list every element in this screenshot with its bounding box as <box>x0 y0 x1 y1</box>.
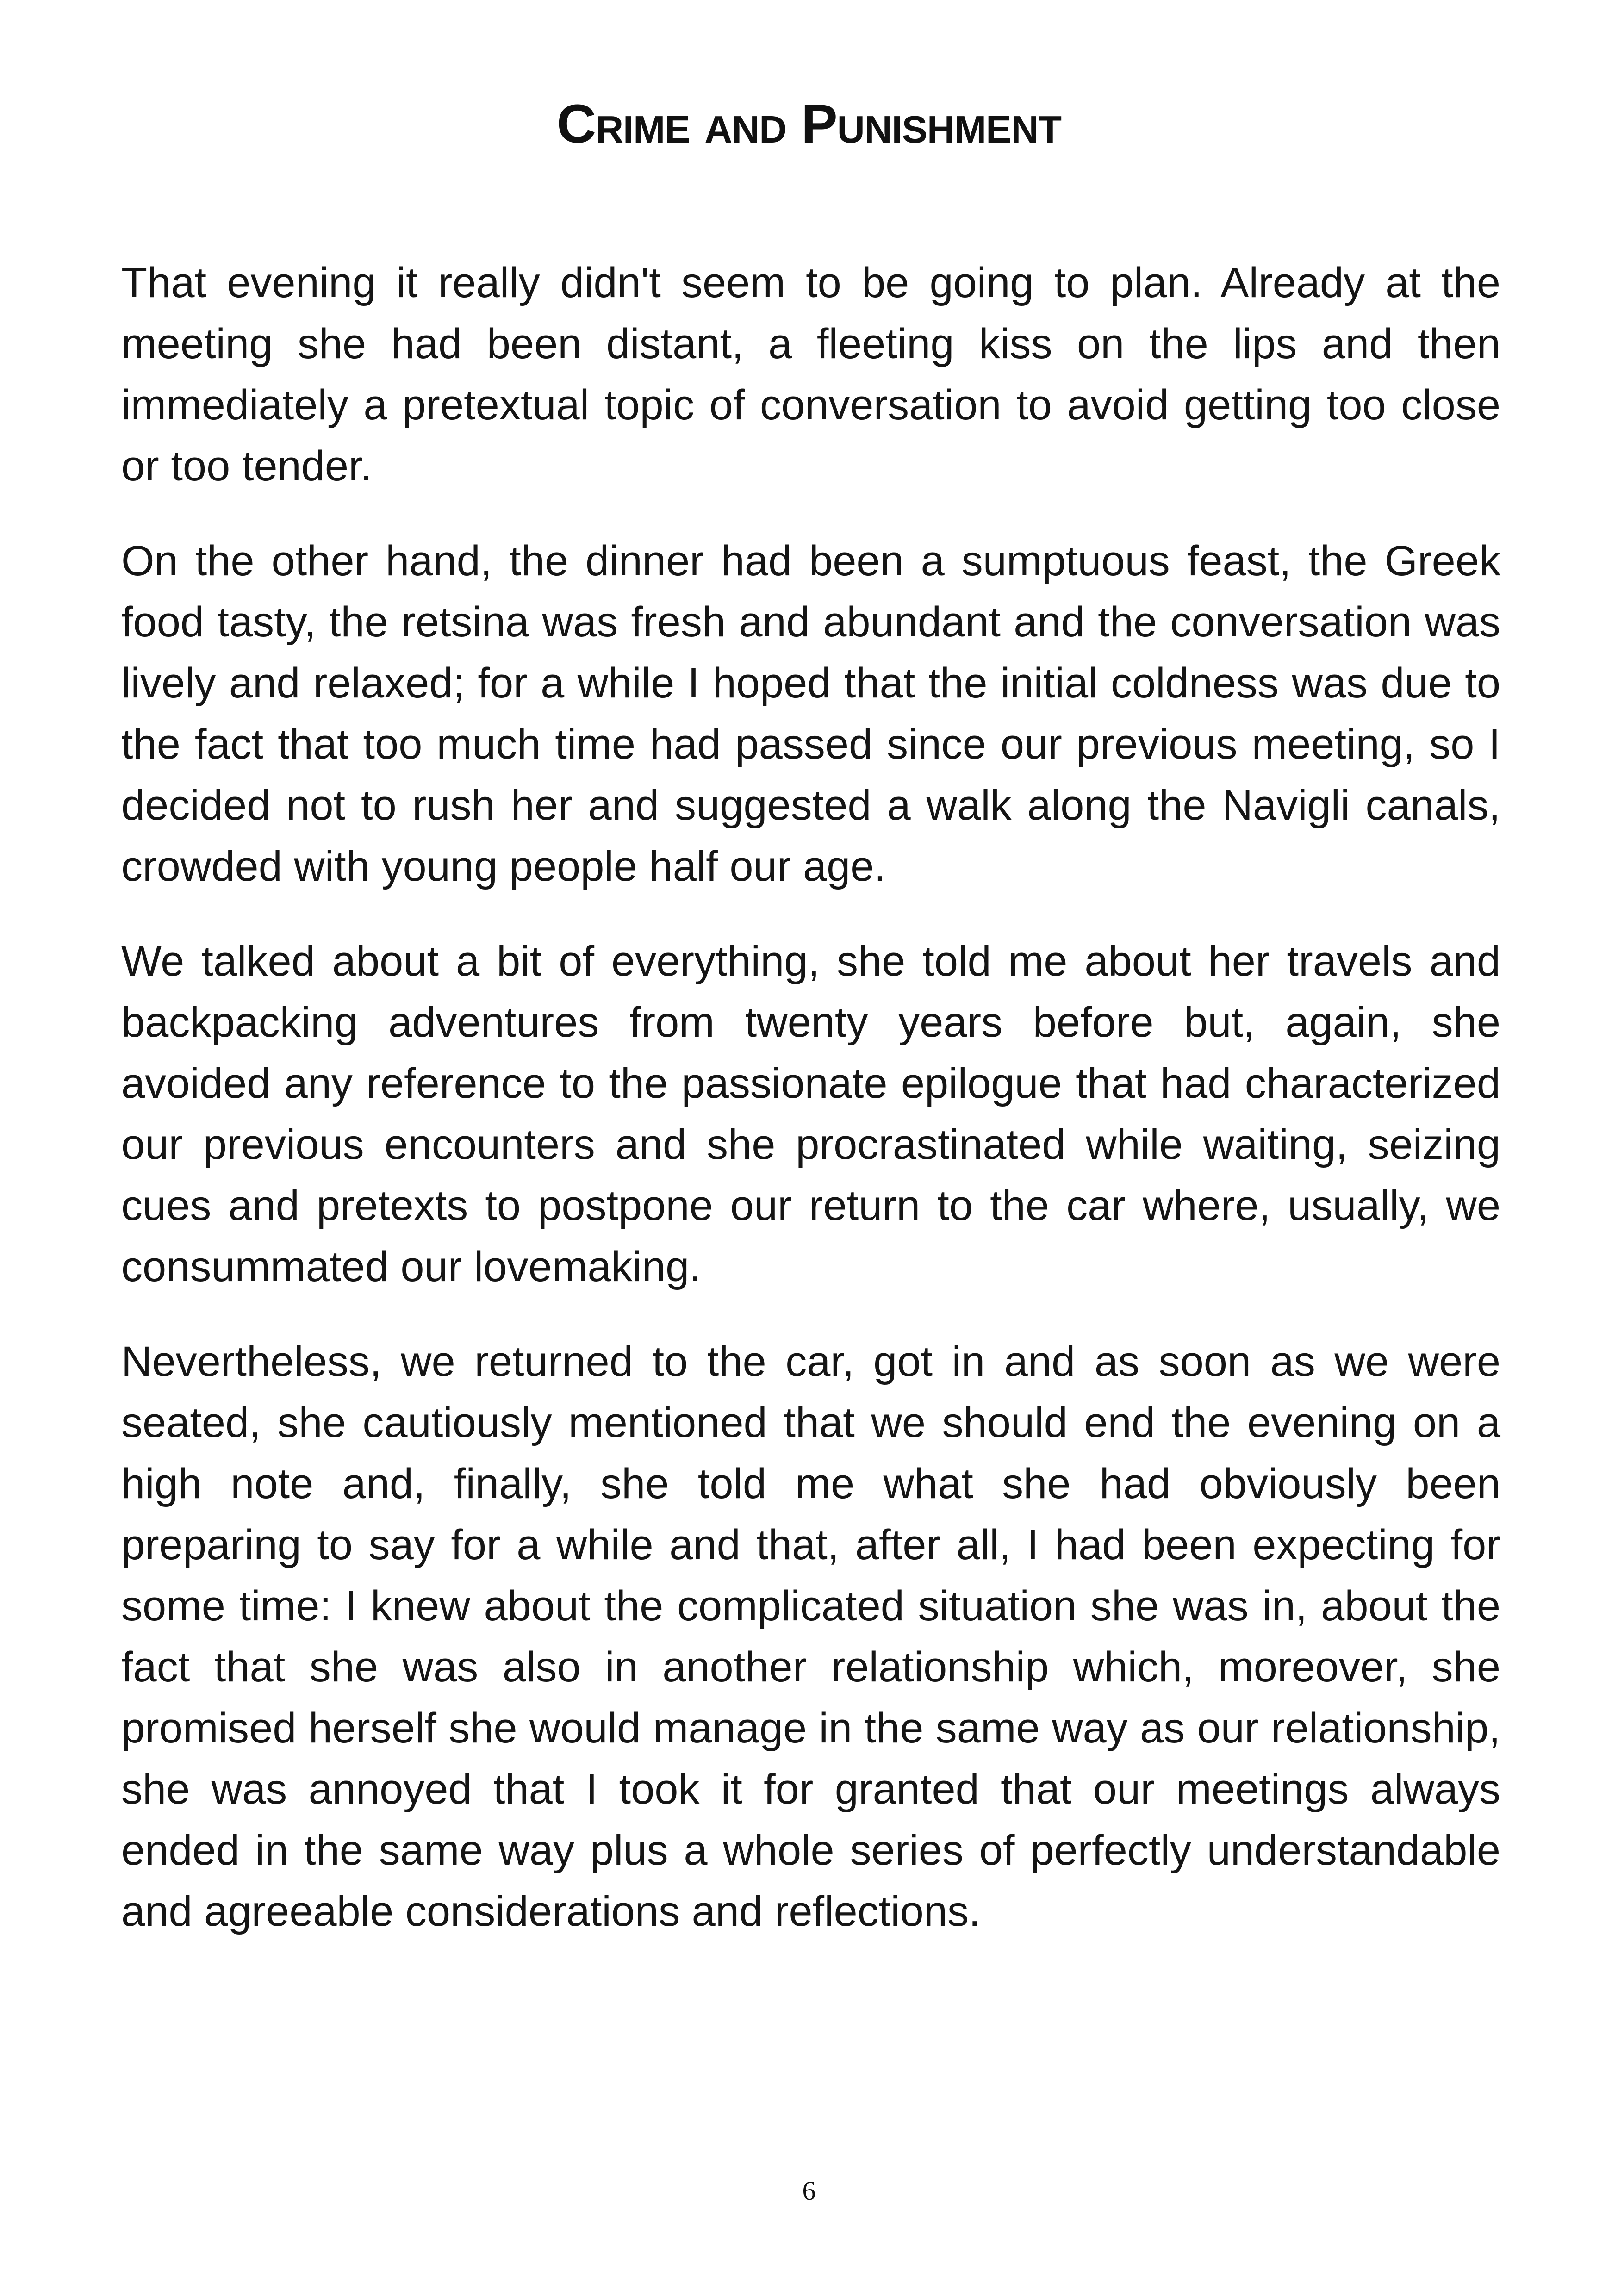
body-text <box>121 252 1500 1976</box>
chapter-title <box>0 93 1618 156</box>
paragraph: Nevertheless, we returned to the car, got in and as soon as we were seated, she cautiously mentioned that we should end the evening on a high note and, finally, she told me what she had obviously been preparing to say for a while and that, after all, I had been expecting for some time: I knew about the complicated situation she was in, about the fact that she was also in another relationship which, moreover, she promised herself she would manage in the same way as our relationship, she was annoyed that I took it for granted that our meetings always ended in the same way plus a whole series of perfectly understandable and agreeable considerations and reflections. <box>121 1338 1500 1935</box>
page-number: 6 <box>802 2176 816 2206</box>
chapter-title-text: Crime and Punishment <box>556 93 1062 155</box>
paragraph: That evening it really didn't seem to be going to plan. Already at the meeting she had been distant, a fleeting kiss on the lips and then immediately a pretextual topic of conversation to avoid getting too close or too tender. <box>121 259 1500 490</box>
paragraph: We talked about a bit of everything, she told me about her travels and backpacking adventures from twenty years before but, again, she avoided any reference to the passionate epilogue that had characterized our previous encounters and she procrastinated while waiting, seizing cues and pretexts to postpone our return to the car where, usually, we consummated our lovemaking. <box>121 938 1500 1290</box>
paragraph: On the other hand, the dinner had been a sumptuous feast, the Greek food tasty, the retsina was fresh and abundant and the conversation was lively and relaxed; for a while I hoped that the initial coldness was due to the fact that too much time had passed since our previous meeting, so I decided not to rush her and suggested a walk along the Navigli canals, crowded with young people half our age. <box>121 537 1500 890</box>
